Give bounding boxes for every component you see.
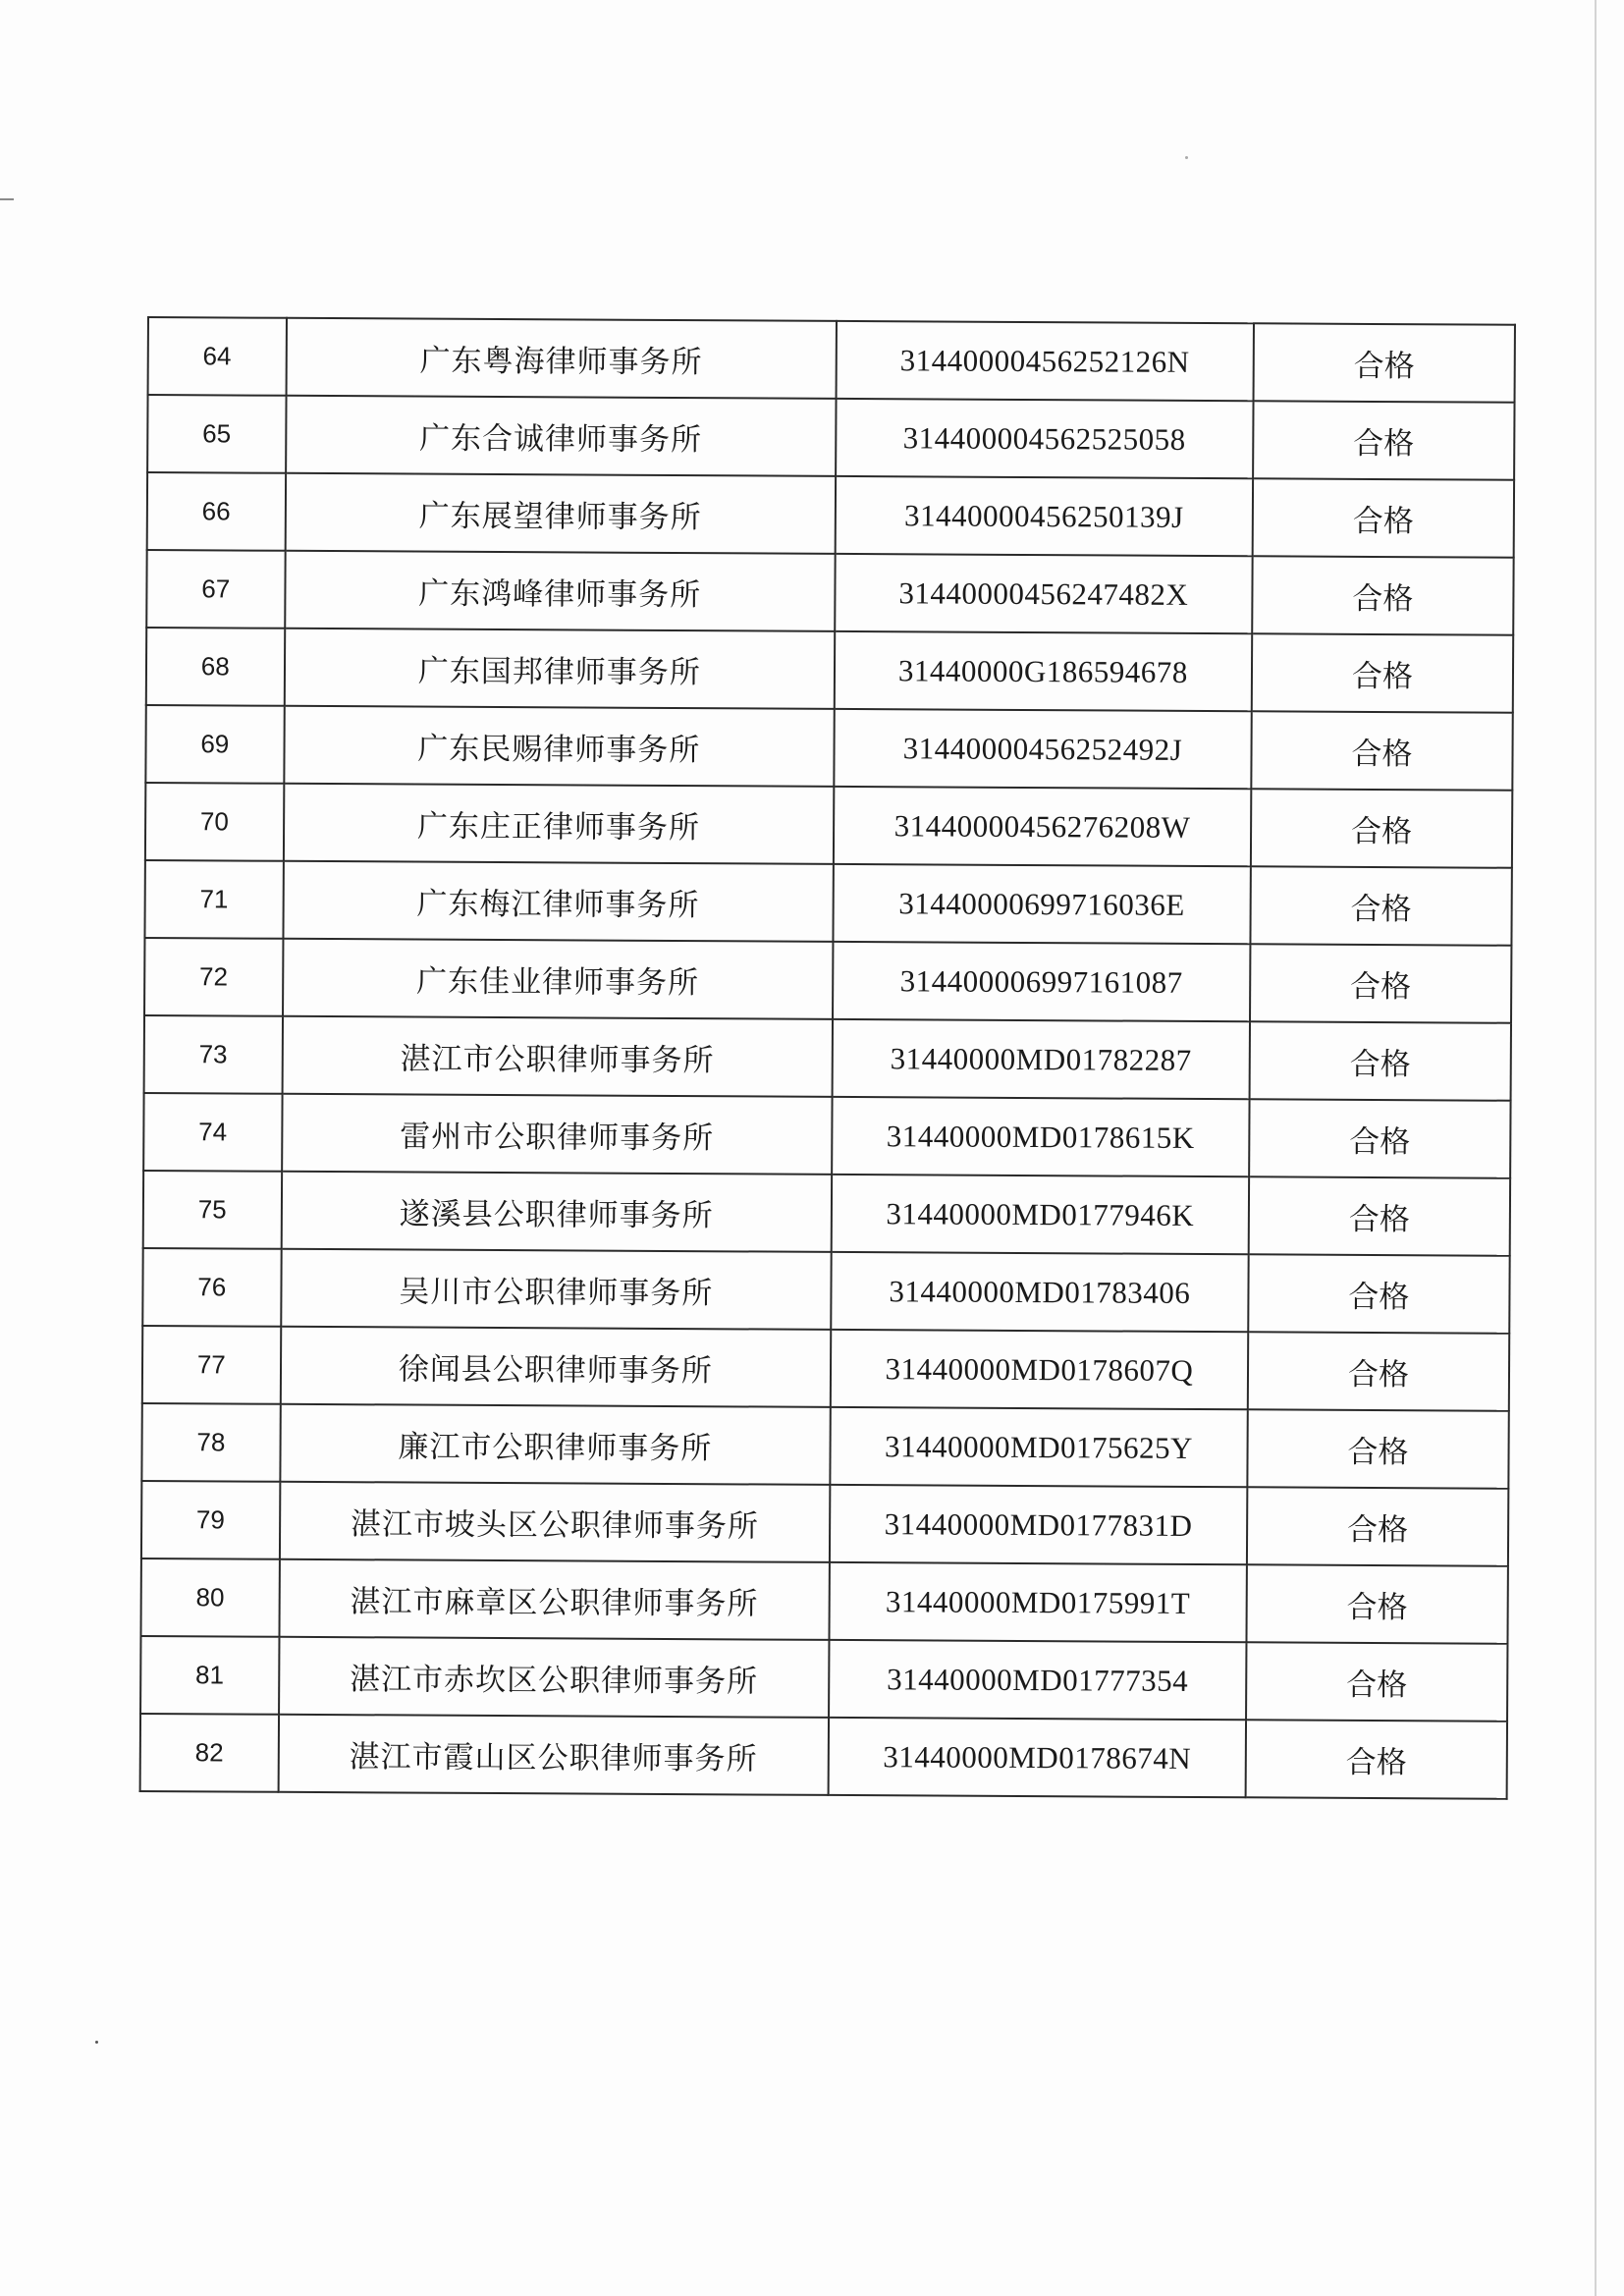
- firm-name: 湛江市麻章区公职律师事务所: [279, 1559, 830, 1640]
- assessment-result: 合格: [1249, 1021, 1511, 1100]
- table-row: [145, 705, 1512, 791]
- credit-code: 31440000MD0178607Q: [831, 1330, 1248, 1409]
- credit-code: 31440000MD0177831D: [830, 1485, 1247, 1564]
- credit-code: 31440000MD0177946K: [832, 1175, 1249, 1254]
- firm-name: 吴川市公职律师事务所: [281, 1249, 832, 1330]
- row-number: 78: [141, 1403, 280, 1482]
- assessment-result: 合格: [1252, 633, 1514, 712]
- firm-name: 湛江市赤坎区公职律师事务所: [279, 1637, 830, 1718]
- firm-name: 湛江市霞山区公职律师事务所: [278, 1715, 829, 1795]
- credit-code: 31440000699716036E: [833, 864, 1250, 944]
- assessment-result: 合格: [1247, 1409, 1509, 1488]
- assessment-result: 合格: [1251, 711, 1513, 790]
- table-row: [147, 395, 1514, 480]
- firm-name: 湛江市公职律师事务所: [282, 1016, 833, 1097]
- assessment-result: 合格: [1248, 1254, 1510, 1333]
- row-number: 79: [141, 1481, 280, 1559]
- assessment-result: 合格: [1245, 1720, 1507, 1798]
- table-row: [142, 1326, 1509, 1411]
- credit-code: 31440000MD0175991T: [829, 1562, 1246, 1642]
- table-row: [146, 628, 1513, 713]
- credit-code: 31440000MD0178674N: [829, 1718, 1246, 1797]
- row-number: 80: [140, 1558, 279, 1637]
- firm-name: 广东展望律师事务所: [285, 473, 836, 554]
- results-table: [139, 316, 1516, 1800]
- firm-name: 广东国邦律师事务所: [284, 629, 835, 709]
- assessment-result: 合格: [1252, 478, 1514, 557]
- table-row: [141, 1403, 1508, 1489]
- row-number: 69: [145, 705, 284, 784]
- table-row: [144, 1015, 1511, 1101]
- margin-tick-mark: [0, 198, 14, 200]
- table-row: [144, 938, 1511, 1023]
- credit-code: 31440000MD01782287: [833, 1019, 1250, 1099]
- credit-code: 31440000456252492J: [834, 709, 1251, 789]
- table-row: [142, 1248, 1509, 1334]
- row-number: 66: [147, 472, 286, 551]
- firm-name: 广东粤海律师事务所: [286, 318, 837, 399]
- row-number: 77: [142, 1326, 281, 1404]
- credit-code: 314400004562525058: [836, 399, 1253, 478]
- credit-code: 31440000MD01777354: [829, 1640, 1246, 1720]
- table-row: [143, 1093, 1510, 1178]
- table-row: [140, 1714, 1507, 1799]
- assessment-result: 合格: [1250, 944, 1512, 1022]
- firm-name: 廉江市公职律师事务所: [280, 1404, 831, 1485]
- row-number: 72: [144, 938, 283, 1016]
- table-row: [147, 472, 1514, 558]
- row-number: 76: [142, 1248, 281, 1327]
- firm-name: 湛江市坡头区公职律师事务所: [280, 1482, 831, 1562]
- row-number: 67: [146, 550, 285, 629]
- firm-name: 广东鸿峰律师事务所: [285, 551, 836, 631]
- table-row: [144, 860, 1511, 946]
- credit-code: 31440000MD01783406: [831, 1252, 1248, 1332]
- credit-code: 31440000456247482X: [835, 554, 1252, 633]
- firm-name: 广东佳业律师事务所: [283, 939, 834, 1019]
- row-number: 74: [143, 1093, 282, 1172]
- assessment-result: 合格: [1246, 1642, 1508, 1721]
- table-row: [146, 550, 1513, 635]
- table-row: [140, 1558, 1507, 1644]
- credit-code: 31440000G186594678: [835, 631, 1252, 711]
- firm-name: 广东合诚律师事务所: [286, 396, 837, 476]
- row-number: 73: [144, 1015, 283, 1094]
- firm-name: 广东梅江律师事务所: [283, 861, 834, 942]
- scan-speck: [95, 2041, 98, 2044]
- assessment-result: 合格: [1251, 789, 1513, 867]
- credit-code: 31440000MD0178615K: [832, 1097, 1249, 1176]
- firm-name: 徐闻县公职律师事务所: [280, 1327, 831, 1407]
- credit-code: 314400006997161087: [833, 942, 1250, 1021]
- assessment-result: 合格: [1247, 1487, 1509, 1565]
- scan-speck: [1185, 156, 1188, 159]
- table-row: [143, 1171, 1510, 1256]
- assessment-result: 合格: [1249, 1099, 1511, 1177]
- results-table-body: [140, 317, 1515, 1799]
- table-row: [148, 317, 1515, 403]
- scan-edge-line: [1595, 0, 1597, 2296]
- row-number: 82: [140, 1714, 279, 1792]
- assessment-result: 合格: [1253, 401, 1515, 479]
- assessment-result: 合格: [1249, 1176, 1511, 1255]
- assessment-result: 合格: [1250, 866, 1512, 945]
- row-number: 68: [146, 628, 285, 706]
- table-row: [141, 1481, 1508, 1566]
- row-number: 64: [148, 317, 287, 396]
- assessment-result: 合格: [1253, 323, 1515, 402]
- assessment-result: 合格: [1246, 1564, 1508, 1643]
- firm-name: 雷州市公职律师事务所: [282, 1094, 833, 1175]
- firm-name: 广东庄正律师事务所: [283, 784, 834, 864]
- row-number: 70: [145, 783, 284, 861]
- table-row: [145, 783, 1512, 868]
- row-number: 75: [143, 1171, 282, 1249]
- row-number: 81: [140, 1636, 279, 1715]
- assessment-result: 合格: [1248, 1332, 1510, 1410]
- credit-code: 31440000MD0175625Y: [830, 1407, 1247, 1487]
- row-number: 71: [144, 860, 283, 939]
- firm-name: 广东民赐律师事务所: [284, 706, 835, 787]
- credit-code: 31440000456250139J: [836, 476, 1253, 556]
- results-table-wrapper: [139, 316, 1516, 1800]
- firm-name: 遂溪县公职律师事务所: [281, 1172, 832, 1252]
- credit-code: 31440000456252126N: [837, 321, 1254, 401]
- table-row: [140, 1636, 1507, 1722]
- row-number: 65: [147, 395, 286, 473]
- assessment-result: 合格: [1252, 556, 1514, 634]
- credit-code: 31440000456276208W: [834, 787, 1251, 866]
